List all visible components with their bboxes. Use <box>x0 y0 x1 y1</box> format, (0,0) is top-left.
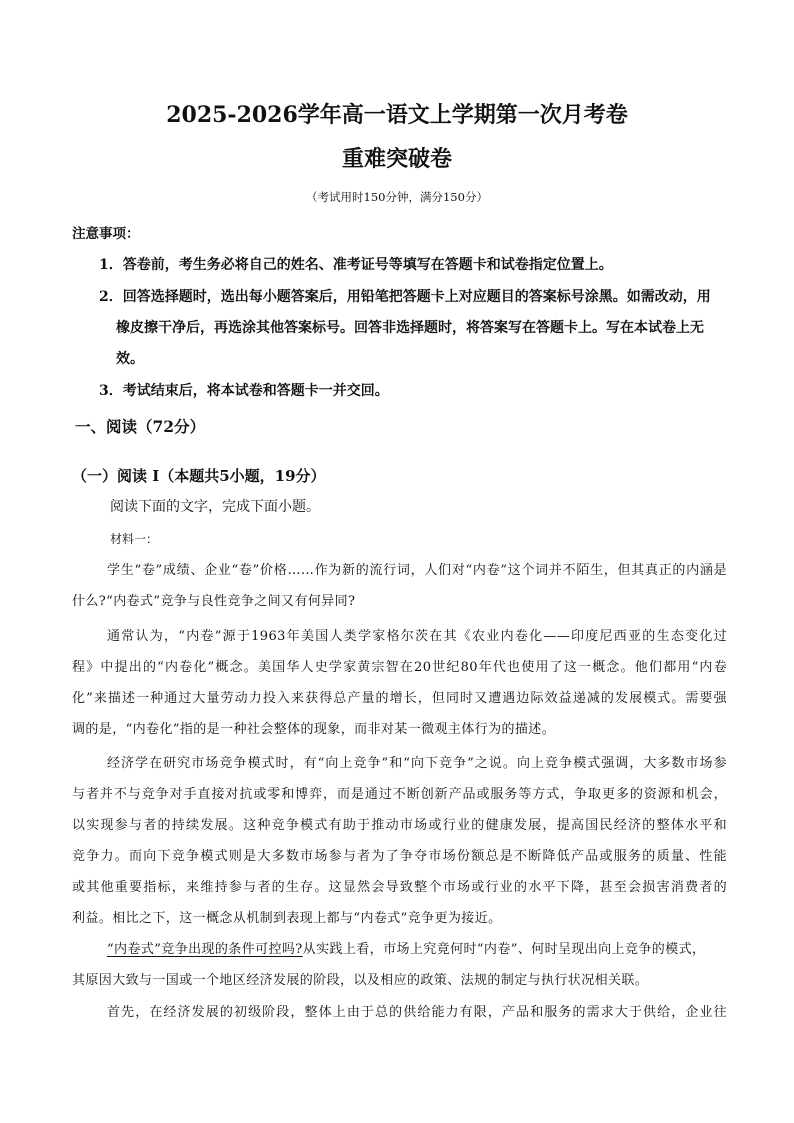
paragraph-line: 什么?“内卷式”竞争与良性竞争之间又有何异同? <box>72 594 356 609</box>
paragraph-line <box>107 938 727 957</box>
paragraph-line: 或其他重要指标，来维持参与者的生存。这显然会导致整个市场或行业的水平下降，甚至会损害消费者的 <box>72 880 727 895</box>
part-heading: （一）阅读 I（本题共5小题，19分） <box>72 467 326 485</box>
exam-subtitle: 重难突破卷 <box>341 146 452 172</box>
paragraph-line: 竞争力。而向下竞争模式则是大多数市场参与者为了争夺市场份额总是不断降低产品或服务的质量、性能 <box>72 849 727 864</box>
paragraph-line: 经济学在研究市场竞争模式时，有“向上竞争”和“向下竞争”之说。向上竞争模式强调，大多数市场参 <box>107 756 727 771</box>
notice-item-2-end: 效。 <box>116 351 144 367</box>
underlined-question: “内卷式”竞争出现的条件可控吗? <box>107 942 303 957</box>
notice-heading: 注意事项： <box>72 226 140 242</box>
paragraph-text: 从实践上看，市场上究竟何时“内卷”、何时呈现出向上竞争的模式， <box>302 942 706 957</box>
paragraph-line: 与者并不与竞争对手直接对抗或零和博弈，而是通过不断创新产品或服务等方式，争取更多的资源和机会， <box>72 787 727 802</box>
instruction: 阅读下面的文字，完成下面小题。 <box>110 499 320 515</box>
notice-item-1: 1．答卷前，考生务必将自己的姓名、准考证号等填写在答题卡和试卷指定位置上。 <box>99 257 613 273</box>
paragraph-line: 通常认为，“内卷”源于1963年美国人类学家格尔茨在其《农业内卷化——印度尼西亚的生态变化过 <box>107 629 727 644</box>
paragraph-line: 调的是，“内卷化”指的是一种社会整体的现象，而非对某一微观主体行为的描述。 <box>72 722 556 737</box>
paragraph-line: 利益。相比之下，这一概念从机制到表现上都与“内卷式”竞争更为接近。 <box>72 911 502 926</box>
paragraph-line: 学生“卷”成绩、企业“卷”价格……作为新的流行词，人们对“内卷”这个词并不陌生，但其真正的内涵是 <box>107 563 727 578</box>
notice-item-2-cont: 橡皮擦干净后，再选涂其他答案标号。回答非选择题时，将答案写在答题卡上。写在本试卷上无 <box>116 320 704 336</box>
paragraph-line: 程》中提出的“内卷化”概念。美国华人史学家黄宗智在20世纪80年代也使用了这一概念。他们都用“内卷 <box>72 660 727 675</box>
exam-title: 2025-2026学年高一语文上学期第一次月考卷 <box>166 102 628 128</box>
section-heading: 一、阅读（72分） <box>75 417 206 436</box>
exam-info: （考试用时150分钟，满分150分） <box>306 190 488 204</box>
paragraph-line: 其原因大致与一国或一个地区经济发展的阶段，以及相应的政策、法规的制定与执行状况相关联。 <box>72 973 649 988</box>
paragraph-line: 化”来描述一种通过大量劳动力投入来获得总产量的增长，但同时又遭遇边际效益递减的发展模式。需要强 <box>72 691 727 706</box>
paragraph-line: 首先，在经济发展的初级阶段，整体上由于总的供给能力有限，产品和服务的需求大于供给，企业往 <box>107 1005 727 1020</box>
paragraph-line: 以实现参与者的持续发展。这种竞争模式有助于推动市场或行业的健康发展，提高国民经济的整体水平和 <box>72 818 727 833</box>
material-label: 材料一： <box>110 532 159 546</box>
notice-item-2: 2．回答选择题时，选出每小题答案后，用铅笔把答题卡上对应题目的答案标号涂黑。如需改动，用 <box>99 289 711 305</box>
notice-item-3: 3．考试结束后，将本试卷和答题卡一并交回。 <box>99 383 389 399</box>
